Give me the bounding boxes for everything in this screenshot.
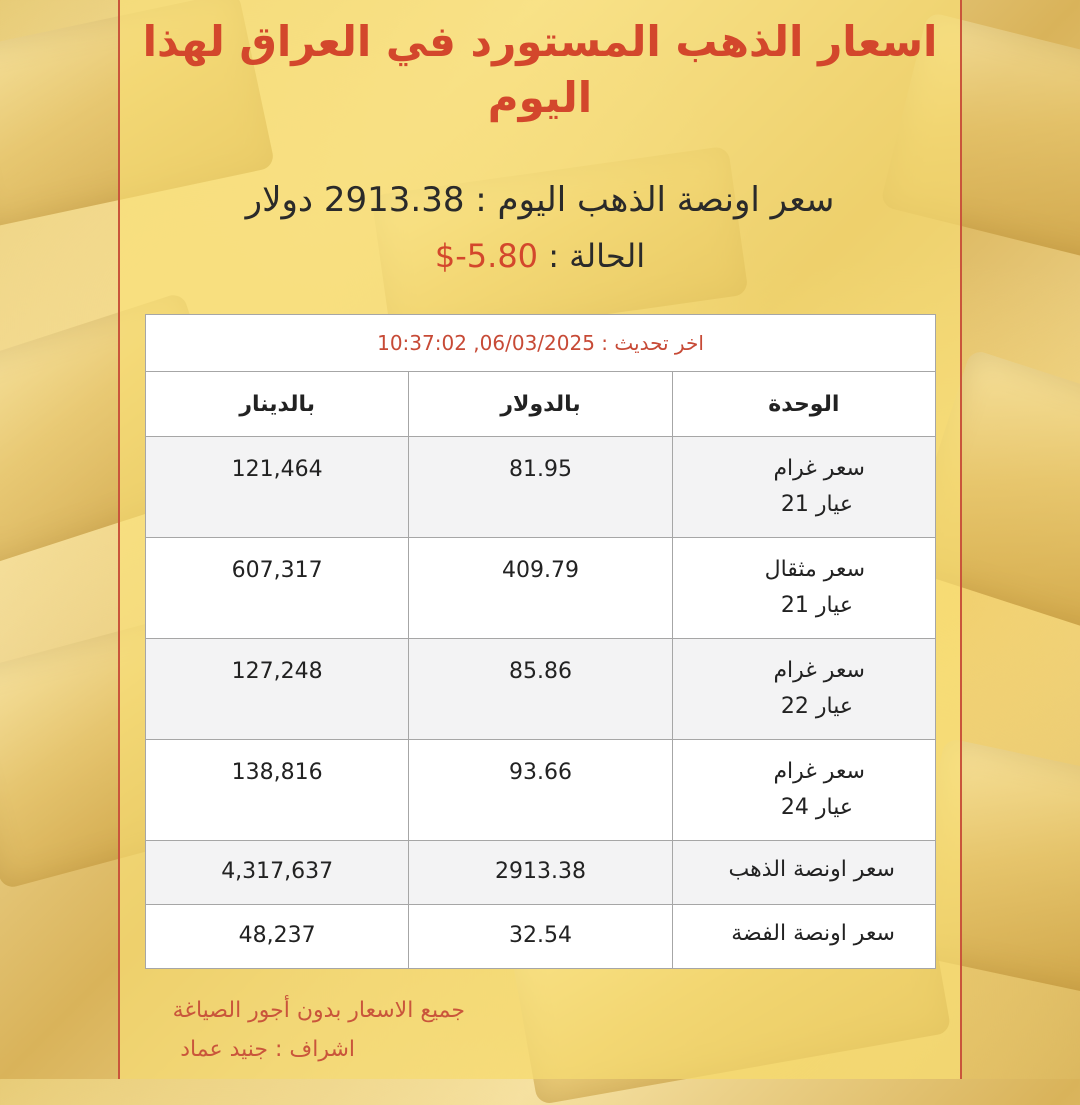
unit-cell [672,905,935,969]
unit-name: سعر غرام [773,456,865,481]
unit-name: سعر غرام [773,759,865,784]
column-header-iqd: بالدينار [146,372,409,437]
iqd-price-cell: 127,248 [146,639,409,740]
iqd-price-cell: 138,816 [146,740,409,841]
unit-karat: عيار 22 [780,694,853,719]
usd-price-cell: 81.95 [409,437,672,538]
unit-cell [672,437,935,538]
iqd-price-cell: 607,317 [146,538,409,639]
title-line-1: اسعار الذهب المستورد في العراق لهذا [142,17,938,66]
footer-note: جميع الاسعار بدون أجور الصياغة [172,998,465,1023]
usd-price-cell: 409.79 [409,538,672,639]
unit-cell [672,841,935,905]
table-header-row [146,372,936,437]
footer-supervisor: اشراف : جنيد عماد [180,1037,355,1062]
column-header-usd: بالدولار [409,372,672,437]
iqd-price-cell: 4,317,637 [146,841,409,905]
table-row [146,841,936,905]
column-header-unit: الوحدة [672,372,935,437]
status-label: الحالة : [548,237,646,275]
price-table [145,314,936,969]
last-update: اخر تحديث : 06/03/2025, 10:37:02 [146,315,936,372]
ounce-price-value: 2913.38 [323,180,465,220]
unit-name: سعر غرام [773,658,865,683]
unit-name: سعر مثقال [764,557,865,582]
status-line [130,234,950,278]
status-value: $-5.80 [434,237,539,275]
unit-cell [672,538,935,639]
table-row [146,437,936,538]
unit-cell [672,740,935,841]
ounce-price-label: سعر اونصة الذهب اليوم : [475,180,835,220]
table-row [146,639,936,740]
usd-price-cell: 2913.38 [409,841,672,905]
table-row [146,740,936,841]
unit-karat: عيار 21 [780,492,853,517]
usd-price-cell: 93.66 [409,740,672,841]
iqd-price-cell: 48,237 [146,905,409,969]
ounce-price-currency: دولار [245,180,314,220]
usd-price-cell: 85.86 [409,639,672,740]
table-row [146,538,936,639]
page-title [130,14,950,126]
update-row [146,315,936,372]
unit-name: سعر اونصة الذهب [728,857,895,882]
unit-karat: عيار 21 [780,593,853,618]
table-row [146,905,936,969]
unit-karat: عيار 24 [780,795,853,820]
unit-name: سعر اونصة الفضة [731,921,895,946]
title-line-2: اليوم [487,73,593,122]
ounce-price-line [130,178,950,222]
iqd-price-cell: 121,464 [146,437,409,538]
unit-cell [672,639,935,740]
usd-price-cell: 32.54 [409,905,672,969]
